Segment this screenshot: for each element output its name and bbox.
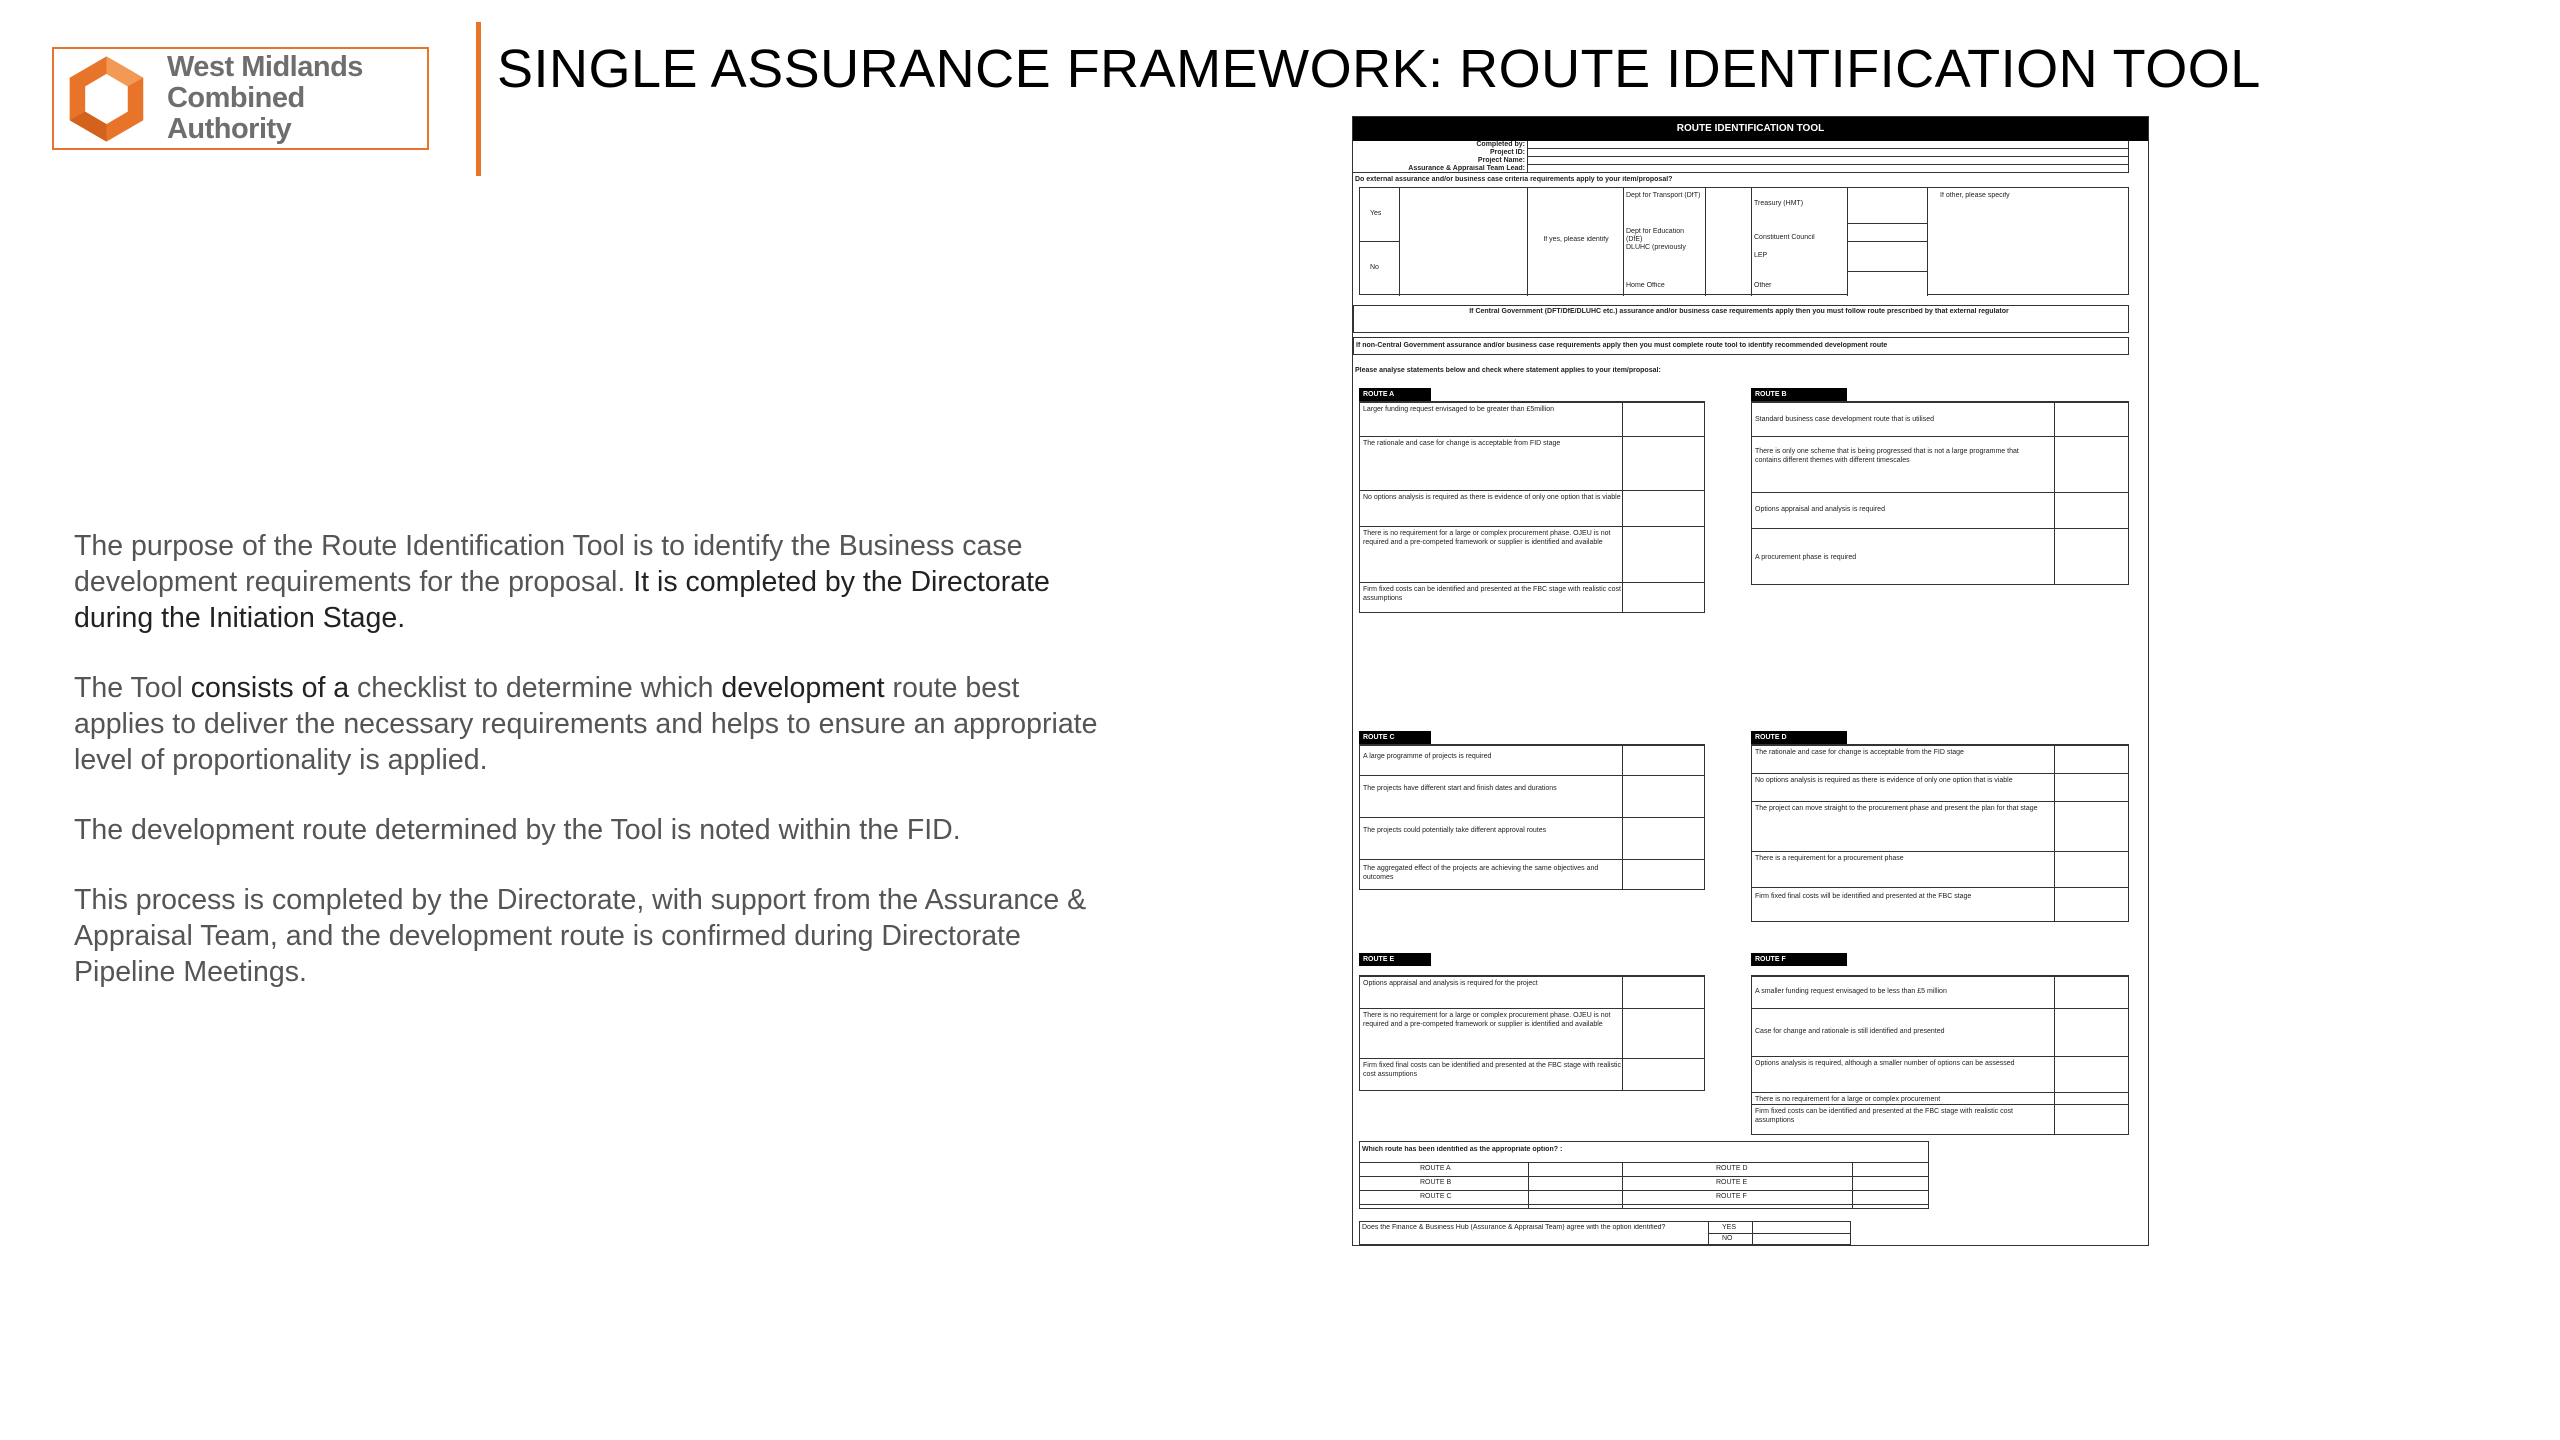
route-b-item: A procurement phase is required (1755, 554, 1857, 561)
route-f-row (1752, 1056, 2128, 1092)
route-identification-form (1352, 116, 2149, 1246)
route-c-item: The projects could potentially take different approval routes (1363, 827, 1547, 834)
option-route-d[interactable]: ROUTE D (1716, 1165, 1748, 1172)
route-e-row (1360, 1008, 1704, 1058)
route-b-item: Options appraisal and analysis is required (1755, 506, 1885, 513)
route-a-item: No options analysis is required as there is evidence of only one option that is viable (1363, 494, 1621, 501)
route-f-item: Options analysis is required, although a smaller number of options can be assessed (1755, 1060, 2015, 1067)
route-a-row (1360, 582, 1704, 614)
route-d-row (1752, 773, 2128, 801)
yes-label: Yes (1370, 210, 1382, 217)
route-f-item: There is no requirement for a large or complex procurement (1755, 1096, 1941, 1103)
option-route-f[interactable]: ROUTE F (1716, 1193, 1747, 1200)
option-route-c[interactable]: ROUTE C (1420, 1193, 1452, 1200)
route-d-table (1751, 744, 2129, 922)
route-d-item: The rationale and case for change is acceptable from the FID stage (1755, 749, 1964, 756)
route-d-item: No options analysis is required as there is evidence of only one option that is viable (1755, 777, 2013, 784)
route-c-table (1359, 744, 1705, 890)
route-d-row (1752, 801, 2128, 851)
route-c-row (1360, 817, 1704, 859)
logo-text (167, 52, 427, 145)
no-cell (1360, 242, 1400, 296)
form-fields (1353, 141, 2129, 173)
note-central-gov-text: If Central Government (DFT/DfE/DLUHC etc.) assurance and/or business case requirements apply then you must follow route prescribed by that external regulator (1469, 308, 2009, 315)
field-project-id: Project ID: (1489, 149, 1525, 156)
bodies-col-1-check (1706, 188, 1752, 296)
route-d-row (1752, 745, 2128, 773)
route-f-row (1752, 976, 2128, 1008)
which-route-rule (1360, 1162, 1928, 1163)
description (74, 528, 1114, 1024)
question-1 (1353, 175, 2129, 185)
route-e-row (1360, 1058, 1704, 1092)
paragraph-tool (74, 670, 1114, 778)
body-hmt: Treasury (HMT) (1754, 200, 1804, 207)
which-route-vrule (1528, 1162, 1529, 1208)
agree-rule (1708, 1233, 1850, 1234)
no-label: No (1370, 264, 1379, 271)
title-divider (476, 22, 481, 176)
paragraph-tool-text-e: route best applies to deliver the necessary requirements and helps to ensure an appropriate level of proportionality is applied. (74, 672, 1098, 776)
route-f-table (1751, 975, 2129, 1135)
route-d-header: ROUTE D (1751, 731, 1847, 744)
option-route-b[interactable]: ROUTE B (1420, 1179, 1452, 1186)
field-project-name: Project Name: (1477, 157, 1525, 164)
field-inputs (1527, 141, 2129, 173)
route-e-item: There is no requirement for a large or complex procurement phase. OJEU is not required and a pre-competed framework or supplier is identified and available (1363, 1012, 1611, 1028)
yes-no-inputs (1400, 188, 1528, 296)
paragraph-tool-text-d: development (721, 672, 885, 704)
body-other: Other (1754, 282, 1772, 289)
paragraph-purpose (74, 528, 1114, 636)
body-lep: LEP (1754, 252, 1768, 259)
paragraph-tool-text-b: consists of a (190, 672, 350, 704)
bodies-col-2 (1752, 188, 1848, 296)
route-d-row (1752, 887, 2128, 923)
yes-cell (1360, 188, 1400, 242)
route-a-item: Larger funding request envisaged to be greater than £5million (1363, 406, 1555, 413)
note-non-central-gov-text: If non-Central Government assurance and/or business case requirements apply then you must complete route tool to identify recommended development route (1356, 342, 1888, 349)
agree-question: Does the Finance & Business Hub (Assurance & Appraisal Team) agree with the option identified? (1362, 1224, 1666, 1231)
route-e-table (1359, 975, 1705, 1091)
body-dfe: Dept for Education (DfE) (1626, 228, 1684, 243)
bodies-col-1 (1624, 188, 1706, 296)
route-d-row (1752, 851, 2128, 887)
route-c-row (1360, 859, 1704, 891)
route-a-item: There is no requirement for a large or complex procurement phase. OJEU is not required and a pre-competed framework or supplier is identified and available (1363, 530, 1611, 546)
body-dft: Dept for Transport (DfT) (1626, 192, 1701, 199)
route-a-row (1360, 436, 1704, 490)
option-route-a[interactable]: ROUTE A (1420, 1165, 1451, 1172)
wmca-logo (52, 47, 429, 150)
route-a-row (1360, 526, 1704, 582)
question-1-text: Do external assurance and/or business case criteria requirements apply to your item/proposal? (1355, 176, 1673, 183)
route-b-item: Standard business case development route that is utilised (1755, 416, 1934, 423)
logo-line-2: Combined Authority (166, 82, 305, 145)
bodies-col-2-check (1848, 188, 1928, 296)
route-a-table (1359, 401, 1705, 613)
which-route-question: Which route has been identified as the appropriate option? : (1362, 1146, 1563, 1153)
external-bodies-table (1359, 187, 2129, 295)
route-c-row (1360, 775, 1704, 817)
route-e-item: Firm fixed final costs can be identified and presented at the FBC stage with realistic cost assumptions (1363, 1062, 1621, 1078)
logo-line-1: West Midlands (166, 51, 363, 83)
route-b-row (1752, 436, 2128, 492)
note-non-central-gov (1353, 337, 2129, 355)
route-b-row (1752, 528, 2128, 586)
field-team-lead: Assurance & Appraisal Team Lead: (1408, 165, 1525, 172)
route-e-header: ROUTE E (1359, 953, 1431, 966)
route-c-row (1360, 745, 1704, 775)
route-a-row (1360, 490, 1704, 526)
route-f-row (1752, 1104, 2128, 1136)
route-c-item: The aggregated effect of the projects are achieving the same objectives and outcomes (1363, 865, 1599, 881)
route-e-row (1360, 976, 1704, 1008)
note-central-gov (1353, 305, 2129, 333)
agree-yes[interactable]: YES (1722, 1224, 1737, 1231)
which-route-rule (1360, 1190, 1928, 1191)
route-c-header: ROUTE C (1359, 731, 1431, 744)
route-a-item: Firm fixed costs can be identified and presented at the FBC stage with realistic cost assumptions (1363, 586, 1621, 602)
paragraph-fid: The development route determined by the Tool is noted within the FID. (74, 814, 961, 846)
which-route-table (1359, 1141, 1929, 1209)
route-f-item: Firm fixed costs can be identified and presented at the FBC stage with realistic cost assumptions (1755, 1108, 2013, 1124)
field-completed-by: Completed by: (1476, 141, 1525, 148)
form-instruction: Please analyse statements below and check where statement applies to your item/proposal: (1355, 367, 1661, 374)
route-b-row (1752, 402, 2128, 436)
paragraph-process: This process is completed by the Directorate, with support from the Assurance & Appraisal Team, and the development route is confirmed during Directorate Pipeline Meetings. (74, 884, 1087, 988)
agree-no[interactable]: NO (1722, 1235, 1733, 1242)
paragraph-purpose-text: The purpose of the Route Identification Tool is to identify the Business case development requirements for the proposal. (74, 530, 1023, 598)
option-route-e[interactable]: ROUTE E (1716, 1179, 1748, 1186)
paragraph-tool-text-c: checklist to determine which (349, 672, 722, 704)
which-route-rule (1360, 1176, 1928, 1177)
paragraph-purpose-emphasis: It is completed by the Directorate during the Initiation Stage. (74, 566, 1050, 634)
route-f-row (1752, 1008, 2128, 1056)
route-b-header: ROUTE B (1751, 388, 1847, 401)
if-yes-cell (1528, 188, 1624, 296)
which-route-rule (1360, 1204, 1928, 1205)
route-a-row (1360, 402, 1704, 436)
paragraph-tool-text-a: The Tool (74, 672, 191, 704)
route-d-item: The project can move straight to the procurement phase and present the plan for that stage (1755, 805, 2038, 812)
route-a-item: The rationale and case for change is acceptable from FID stage (1363, 440, 1561, 447)
route-d-item: There is a requirement for a procurement phase (1755, 855, 1904, 862)
route-f-header: ROUTE F (1751, 953, 1847, 966)
body-dluhc: DLUHC (previously (1626, 244, 1686, 251)
route-a-header: ROUTE A (1359, 388, 1431, 401)
route-e-item: Options appraisal and analysis is required for the project (1363, 980, 1538, 987)
page-title: SINGLE ASSURANCE FRAMEWORK: ROUTE IDENTIFICATION TOOL (497, 39, 2261, 99)
route-f-item: Case for change and rationale is still identified and presented (1755, 1028, 1945, 1035)
which-route-vrule (1622, 1162, 1623, 1208)
route-f-item: A smaller funding request envisaged to be less than £5 million (1755, 988, 1947, 995)
wmca-hexagon-icon (60, 51, 153, 147)
if-other-label: If other, please specify (1940, 192, 2010, 199)
form-header: ROUTE IDENTIFICATION TOOL (1353, 117, 2148, 141)
route-f-row (1752, 1092, 2128, 1104)
route-b-item: There is only one scheme that is being progressed that is not a large programme that contains different themes with different timescales (1755, 448, 2019, 464)
route-d-item: Firm fixed final costs will be identified and presented at the FBC stage (1755, 893, 1972, 900)
body-constituent-council: Constituent Council (1754, 234, 1815, 241)
route-b-table (1751, 401, 2129, 585)
if-yes-label: If yes, please identify (1543, 236, 1609, 243)
body-home-office: Home Office (1626, 282, 1665, 289)
route-c-item: A large programme of projects is required (1363, 753, 1492, 760)
agree-table (1359, 1221, 1851, 1245)
route-b-row (1752, 492, 2128, 528)
route-c-item: The projects have different start and finish dates and durations (1363, 785, 1557, 792)
which-route-vrule (1852, 1162, 1853, 1208)
